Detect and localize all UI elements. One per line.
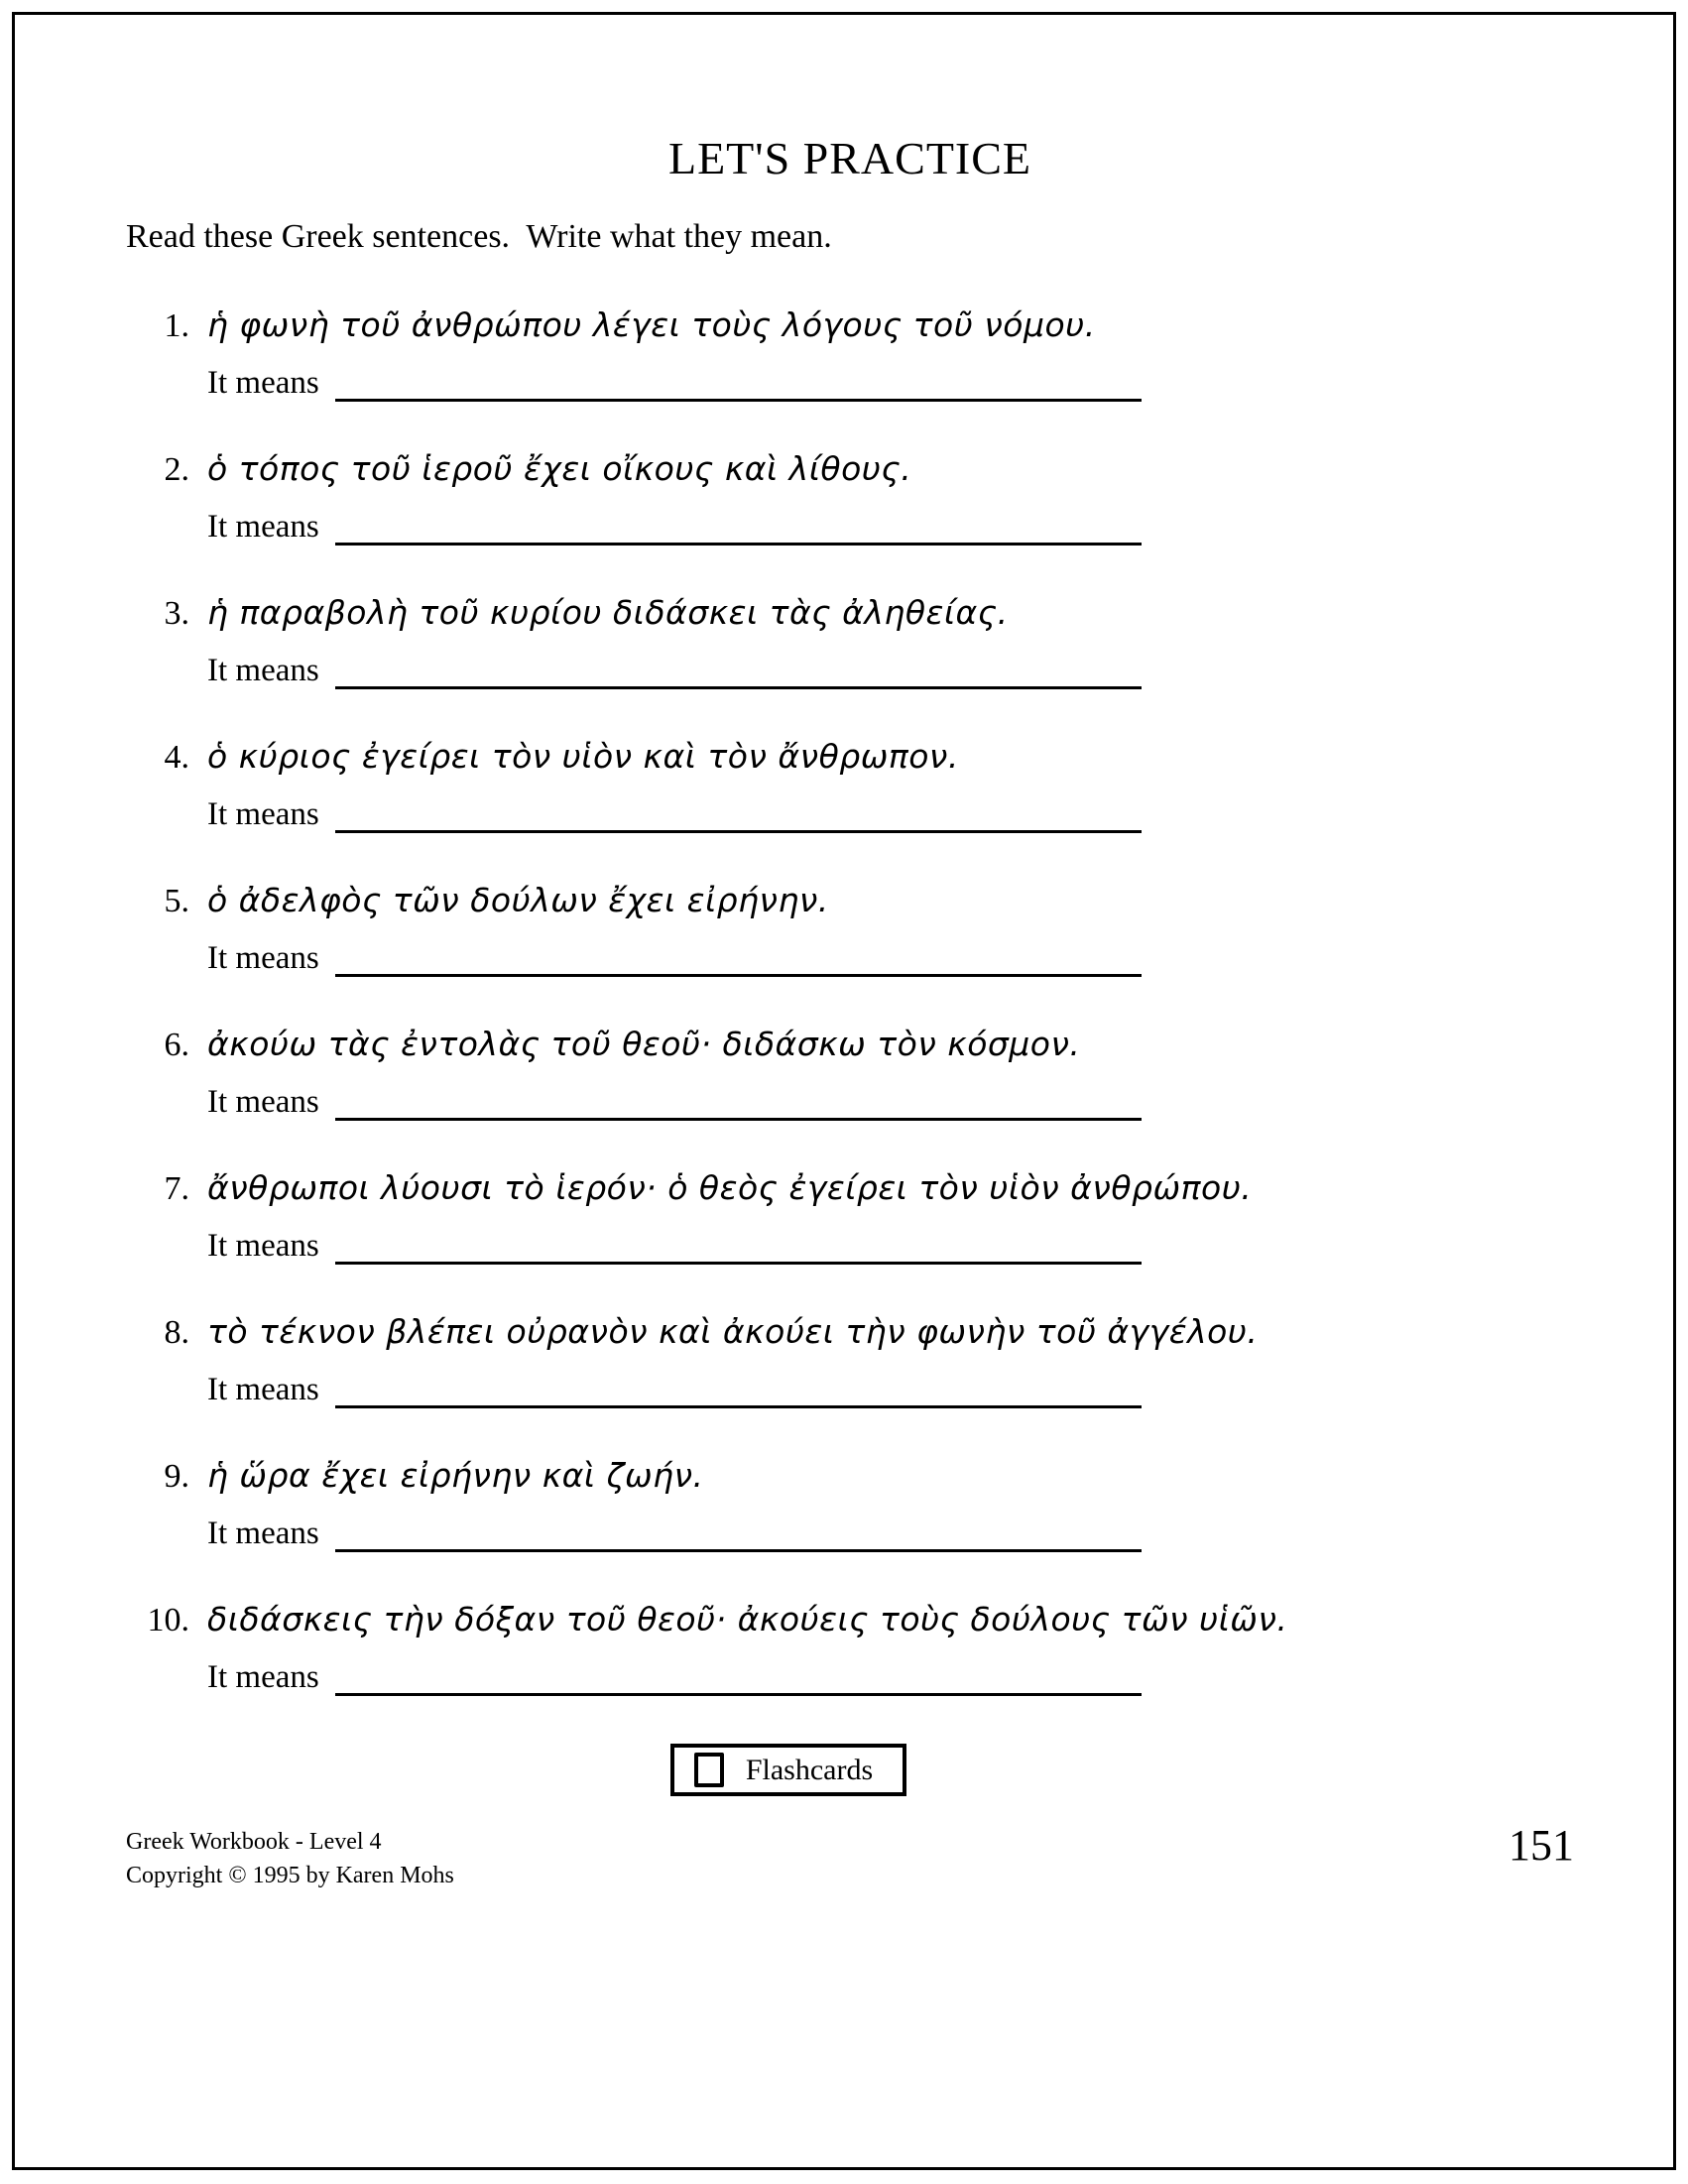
it-means-label: It means	[207, 1228, 319, 1264]
answer-blank[interactable]	[335, 1080, 1142, 1121]
workbook-title: Greek Workbook - Level 4	[126, 1829, 382, 1855]
flashcards-checkbox[interactable]	[694, 1753, 724, 1787]
practice-item-10	[126, 1600, 1574, 1696]
it-means-label: It means	[207, 1084, 319, 1120]
greek-sentence: τὸ τέκνον βλέπει οὐρανὸν καὶ ἀκούει τὴν φωνὴν τοῦ ἀγγέλου.	[207, 1312, 1259, 1351]
answer-blank[interactable]	[335, 361, 1142, 402]
greek-sentence: ἡ φωνὴ τοῦ ἀνθρώπου λέγει τοὺς λόγους τοῦ νόμου.	[207, 305, 1096, 344]
greek-sentence: ὁ κύριος ἐγείρει τὸν υἱὸν καὶ τὸν ἄνθρωπον.	[207, 737, 959, 776]
it-means-label: It means	[207, 365, 319, 401]
answer-blank[interactable]	[335, 1224, 1142, 1265]
greek-sentence: ἡ παραβολὴ τοῦ κυρίου διδάσκει τὰς ἀληθείας.	[207, 593, 1009, 632]
page-title: LET'S PRACTICE	[667, 133, 1032, 183]
practice-item-7	[126, 1168, 1574, 1265]
answer-blank[interactable]	[335, 1655, 1142, 1696]
item-number: 5.	[164, 883, 189, 919]
answer-blank[interactable]	[335, 505, 1142, 546]
item-number: 1.	[164, 307, 189, 344]
item-number: 2.	[164, 451, 189, 488]
answer-blank[interactable]	[335, 792, 1142, 833]
item-number: 8.	[164, 1314, 189, 1351]
greek-sentence: ἄνθρωποι λύουσι τὸ ἱερόν· ὁ θεὸς ἐγείρει τὸν υἱὸν ἀνθρώπου.	[207, 1168, 1253, 1207]
practice-item-5	[126, 881, 1574, 977]
it-means-label: It means	[207, 1659, 319, 1695]
copyright-notice: Copyright © 1995 by Karen Mohs	[126, 1862, 454, 1888]
practice-item-1	[126, 305, 1574, 402]
it-means-label: It means	[207, 509, 319, 545]
item-number: 10.	[147, 1602, 189, 1638]
greek-sentence: ἡ ὥρα ἔχει εἰρήνην καὶ ζωήν.	[207, 1456, 704, 1495]
answer-blank[interactable]	[335, 1512, 1142, 1552]
practice-item-6	[126, 1025, 1574, 1121]
it-means-label: It means	[207, 1372, 319, 1407]
answer-blank[interactable]	[335, 936, 1142, 977]
greek-sentence: ἀκούω τὰς ἐντολὰς τοῦ θεοῦ· διδάσκω τὸν κόσμον.	[207, 1025, 1081, 1063]
it-means-label: It means	[207, 653, 319, 688]
it-means-label: It means	[207, 940, 319, 976]
practice-item-3	[126, 593, 1574, 689]
practice-item-2	[126, 449, 1574, 546]
practice-item-4	[126, 737, 1574, 833]
greek-sentence: ὁ ἀδελφὸς τῶν δούλων ἔχει εἰρήνην.	[207, 881, 829, 919]
flashcards-label: Flashcards	[745, 1753, 874, 1786]
answer-blank[interactable]	[335, 649, 1142, 689]
it-means-label: It means	[207, 1516, 319, 1551]
page-number: 151	[1508, 1821, 1574, 1870]
item-number: 6.	[164, 1027, 189, 1063]
item-number: 9.	[164, 1458, 189, 1495]
page-border-frame	[12, 12, 1676, 2170]
item-number: 7.	[164, 1170, 189, 1207]
greek-sentence: διδάσκεις τὴν δόξαν τοῦ θεοῦ· ἀκούεις τοὺς δούλους τῶν υἱῶν.	[207, 1600, 1288, 1638]
item-number: 4.	[164, 739, 189, 776]
greek-sentence: ὁ τόπος τοῦ ἱεροῦ ἔχει οἴκους καὶ λίθους.	[207, 449, 912, 488]
answer-blank[interactable]	[335, 1368, 1142, 1408]
practice-item-9	[126, 1456, 1574, 1552]
flashcards-button[interactable]	[670, 1744, 906, 1796]
item-number: 3.	[164, 595, 189, 632]
instructions-text: Read these Greek sentences. Write what they mean.	[126, 218, 832, 255]
practice-item-8	[126, 1312, 1574, 1408]
it-means-label: It means	[207, 796, 319, 832]
